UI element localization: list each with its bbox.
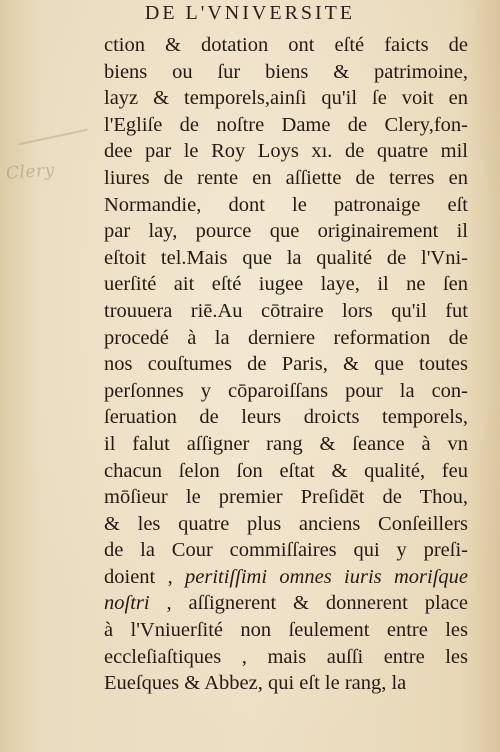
text-line: à l'Vniuerſité non ſeulement entre les — [104, 619, 468, 642]
text-line: nos couſtumes de Paris, & que toutes — [104, 353, 468, 376]
latin-italic-text: peritiſſimi omnes iuris moriſque — [185, 565, 468, 588]
text-line: l'Egliſe de noſtre Dame de Clery,fon- — [104, 113, 468, 136]
text-line: perſonnes y cōparoiſſans pour la con- — [104, 379, 468, 402]
text-block — [104, 32, 468, 697]
roman-text: doient , — [104, 565, 186, 588]
text-line: eſtoit tel.Mais que la qualité de l'Vni- — [104, 246, 468, 269]
text-line-mixed — [104, 564, 468, 591]
text-line: de la Cour commiſſaires qui y preſi- — [104, 539, 468, 562]
text-line: par lay, pource que originairement il — [104, 220, 468, 243]
text-line: ſeruation de leurs droicts temporels, — [104, 406, 468, 429]
text-line: liures de rente en aſſiette de terres en — [104, 166, 468, 189]
text-line: procedé à la derniere reformation de — [104, 326, 468, 349]
text-line: dee par le Roy Loys xı. de quatre mil — [104, 140, 468, 163]
text-line: ction & dotation ont eſté faicts de — [104, 34, 468, 56]
text-line: Eueſques & Abbez, qui eſt le rang, la — [104, 672, 407, 695]
text-line-mixed — [104, 590, 468, 617]
text-line: Normandie, dont le patronaige eſt — [104, 193, 468, 216]
text-line: layz & temporels,ainſi qu'il ſe voit en — [104, 87, 468, 110]
roman-text: , aſſignerent & donnerent place — [149, 592, 468, 615]
text-line: chacun ſelon ſon eſtat & qualité, feu — [104, 459, 468, 482]
text-line: trouuera riē.Au cōtraire lors qu'il fut — [104, 299, 468, 322]
latin-italic-text: noſtri — [104, 592, 150, 615]
text-line: biens ou ſur biens & patrimoine, — [104, 60, 468, 83]
text-line: il falut aſſigner rang & ſeance à vn — [104, 432, 468, 455]
text-line: uerſité ait eſté iugee laye, il ne ſen — [104, 273, 468, 296]
running-header: DE L'VNIVERSITE — [144, 2, 356, 24]
text-line: mōſieur le premier Preſidēt de Thou, — [104, 486, 468, 509]
text-line: & les quatre plus anciens Conſeillers — [104, 512, 468, 535]
margin-handwritten-note: Clery — [5, 160, 56, 184]
text-line: eccleſiaſtiques , mais auſſi entre les — [104, 645, 468, 668]
margin-pen-stroke — [19, 129, 88, 146]
